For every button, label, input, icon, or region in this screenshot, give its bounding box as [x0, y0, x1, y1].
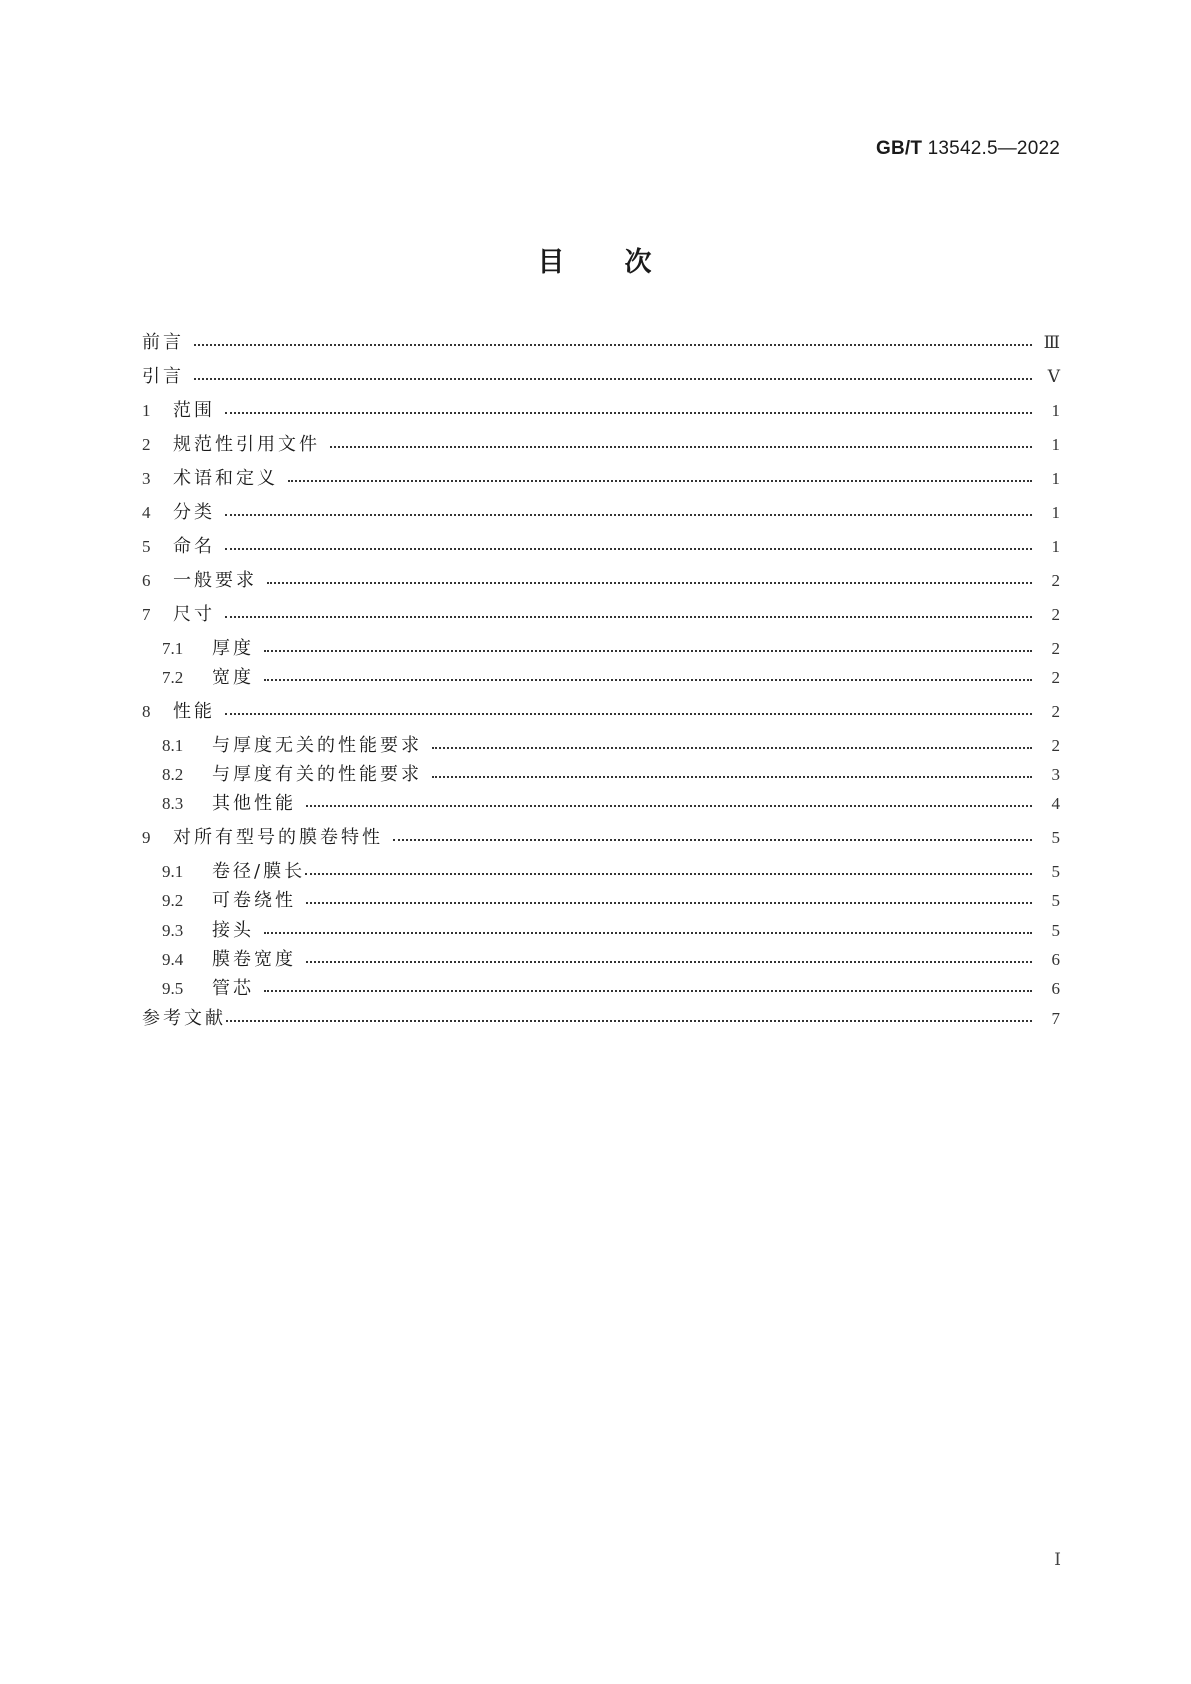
dot-leader — [264, 918, 1032, 944]
toc-entry-number: 9.5 — [162, 979, 184, 998]
toc-entry-number: 8.2 — [162, 765, 184, 784]
standard-prefix: GB/T — [875, 138, 923, 159]
toc-entry-label: 宽度 — [212, 667, 254, 688]
toc-entry-number: 8.3 — [162, 794, 184, 813]
toc-entry-number: 1 — [142, 401, 151, 420]
dot-leader — [288, 466, 1032, 492]
standard-number: 13542.5—2022 — [927, 138, 1060, 159]
toc-entry-label: 与厚度有关的性能要求 — [212, 764, 422, 785]
toc-entry-page: 3 — [1051, 765, 1060, 784]
toc-entry[interactable] — [142, 665, 1060, 691]
toc-entry-page: 5 — [1051, 828, 1060, 847]
toc-entry-page: 6 — [1051, 979, 1060, 998]
toc-entry-number: 3 — [142, 469, 151, 488]
toc-entry-page: 6 — [1051, 950, 1060, 969]
toc-entry-label: 可卷绕性 — [212, 890, 296, 911]
toc-entry-label: 尺寸 — [173, 604, 215, 625]
toc-entry-label: 前言 — [142, 332, 184, 353]
toc-entry-page: 2 — [1051, 605, 1060, 624]
toc-entry[interactable] — [142, 888, 1060, 914]
toc-entry-label: 膜卷宽度 — [212, 949, 296, 970]
dot-leader — [306, 888, 1032, 914]
toc-entry[interactable] — [142, 330, 1060, 356]
dot-leader — [267, 568, 1032, 594]
toc-entry-page: Ⅴ — [1047, 367, 1060, 386]
page-number: Ⅰ — [1054, 1550, 1061, 1569]
dot-leader — [194, 330, 1032, 356]
toc-entry-number: 8.1 — [162, 736, 184, 755]
toc-entry[interactable] — [142, 602, 1060, 628]
toc-entry-label: 范围 — [173, 400, 215, 421]
dot-leader — [226, 1006, 1032, 1032]
dot-leader — [306, 947, 1032, 973]
toc-entry-label: 一般要求 — [173, 570, 257, 591]
toc-entry-page: 1 — [1051, 469, 1060, 488]
toc-entry[interactable] — [142, 534, 1060, 560]
toc-entry[interactable] — [142, 791, 1060, 817]
toc-entry[interactable] — [142, 825, 1060, 851]
toc-title — [0, 240, 1191, 279]
toc-entry-label: 参考文献 — [142, 1008, 226, 1029]
toc-entry[interactable] — [142, 859, 1060, 885]
toc-entry-label: 术语和定义 — [173, 468, 278, 489]
toc-entry-number: 2 — [142, 435, 151, 454]
toc-entry[interactable] — [142, 918, 1060, 944]
dot-leader — [225, 699, 1032, 725]
toc-entry[interactable] — [142, 976, 1060, 1002]
toc-entry-page: 2 — [1051, 702, 1060, 721]
dot-leader — [393, 825, 1032, 851]
toc-entry-page: 5 — [1051, 862, 1060, 881]
toc-entry-label: 命名 — [173, 536, 215, 557]
toc-entry-number: 5 — [142, 537, 151, 556]
toc-entry-page: 4 — [1051, 794, 1060, 813]
toc-entry-page: 5 — [1051, 921, 1060, 940]
dot-leader — [225, 500, 1032, 526]
toc-entry-number: 9.2 — [162, 891, 184, 910]
toc-entry[interactable] — [142, 699, 1060, 725]
toc-entry[interactable] — [142, 432, 1060, 458]
toc-entry-page: 2 — [1051, 571, 1060, 590]
toc-entry[interactable] — [142, 500, 1060, 526]
dot-leader — [225, 398, 1032, 424]
toc-entry-label: 规范性引用文件 — [173, 434, 320, 455]
toc-entry-page: 7 — [1051, 1009, 1060, 1028]
toc-entry-label: 分类 — [173, 502, 215, 523]
toc-entry-label: 管芯 — [212, 978, 254, 999]
toc-entry-number: 9.1 — [162, 862, 184, 881]
toc-title-char-1: 目 — [537, 247, 567, 278]
toc-entry-page: 1 — [1051, 503, 1060, 522]
dot-leader — [264, 665, 1032, 691]
toc-entry[interactable] — [142, 762, 1060, 788]
toc-entry-number: 7 — [142, 605, 151, 624]
toc-entry-page: 2 — [1051, 736, 1060, 755]
dot-leader — [432, 733, 1032, 759]
toc-entry-page: 1 — [1051, 537, 1060, 556]
standard-code — [876, 138, 1060, 160]
dot-leader — [432, 762, 1032, 788]
dot-leader — [330, 432, 1032, 458]
toc-entry-number: 6 — [142, 571, 151, 590]
toc-entry[interactable] — [142, 568, 1060, 594]
toc-entry-page: 2 — [1051, 668, 1060, 687]
toc-entry[interactable] — [142, 466, 1060, 492]
toc-entry-label: 厚度 — [212, 638, 254, 659]
toc-entry-number: 4 — [142, 503, 151, 522]
toc-entry-number: 8 — [142, 702, 151, 721]
toc-entry[interactable] — [142, 947, 1060, 973]
toc-entry-label: 性能 — [173, 701, 215, 722]
toc-entry-number: 9 — [142, 828, 151, 847]
toc-entry-number: 9.3 — [162, 921, 184, 940]
toc-entry-label: 与厚度无关的性能要求 — [212, 735, 422, 756]
toc-entry-page: Ⅲ — [1043, 333, 1060, 352]
dot-leader — [264, 636, 1032, 662]
toc-entry-label: 卷径/膜长 — [212, 861, 306, 882]
toc-entry-page: 1 — [1051, 435, 1060, 454]
toc-entry-page: 2 — [1051, 639, 1060, 658]
toc-entry-page: 5 — [1051, 891, 1060, 910]
toc-entry-number: 7.2 — [162, 668, 184, 687]
toc-entry-label: 其他性能 — [212, 793, 296, 814]
toc-title-char-2: 次 — [624, 247, 654, 278]
dot-leader — [264, 976, 1032, 1002]
toc-entry-number: 9.4 — [162, 950, 184, 969]
dot-leader — [305, 859, 1032, 885]
dot-leader — [194, 364, 1032, 390]
dot-leader — [225, 602, 1032, 628]
toc-entry[interactable] — [142, 636, 1060, 662]
toc-entry-label: 接头 — [212, 920, 254, 941]
dot-leader — [225, 534, 1032, 560]
toc-entry-page: 1 — [1051, 401, 1060, 420]
toc-entry[interactable] — [142, 1006, 1060, 1032]
toc-entry[interactable] — [142, 364, 1060, 390]
toc-entry-label: 引言 — [142, 366, 184, 387]
toc-entry[interactable] — [142, 733, 1060, 759]
toc-entry[interactable] — [142, 398, 1060, 424]
toc-entry-label: 对所有型号的膜卷特性 — [173, 827, 383, 848]
dot-leader — [306, 791, 1032, 817]
toc-entry-number: 7.1 — [162, 639, 184, 658]
